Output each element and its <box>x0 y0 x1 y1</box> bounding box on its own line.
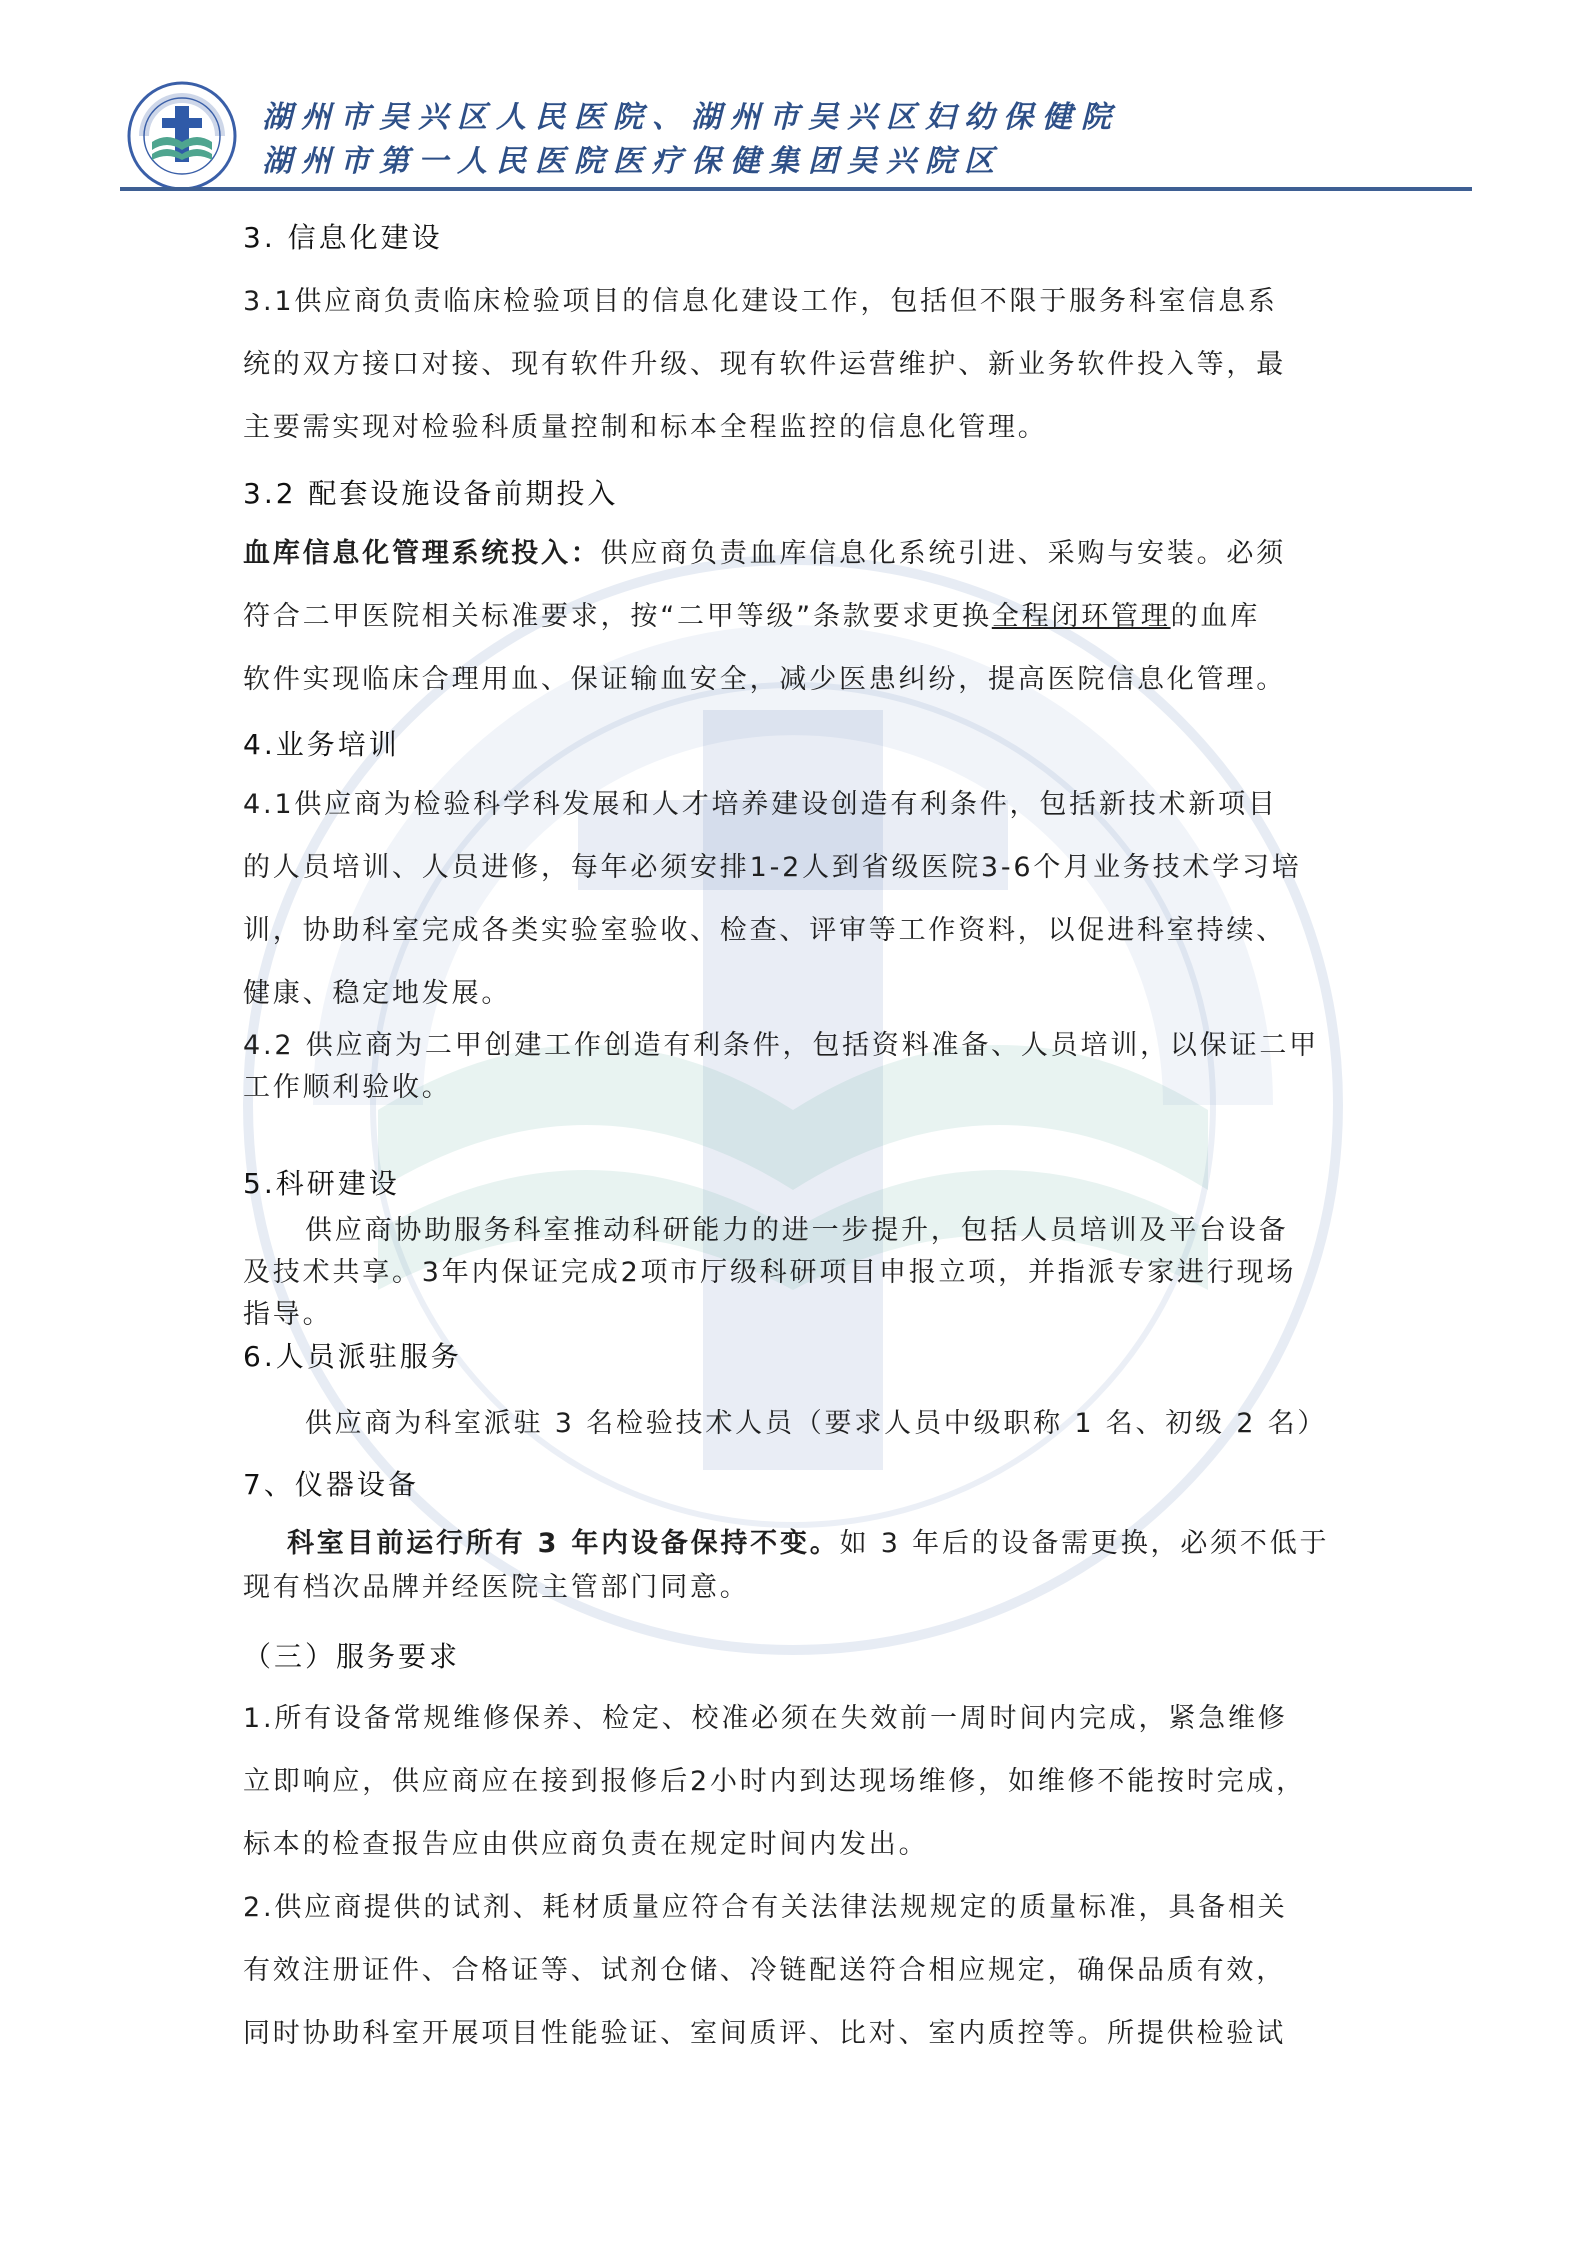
requirement-1-line2: 立即响应，供应商应在接到报修后2小时内到达现场维修，如维修不能按时完成， <box>243 1766 1306 1797</box>
paragraph-3-2-line2-a: 符合二甲医院相关标准要求，按“二甲等级”条款要求更换 <box>243 601 992 632</box>
paragraph-6-line1: 供应商为科室派驻 3 名检验技术人员（要求人员中级职称 1 名、初级 2 名） <box>305 1408 1328 1439</box>
paragraph-3-1-line1: 3.1供应商负责临床检验项目的信息化建设工作，包括但不限于服务科室信息系 <box>243 286 1278 317</box>
paragraph-7-line2: 现有档次品牌并经医院主管部门同意。 <box>243 1572 750 1603</box>
paragraph-3-2-line2-b: 的血库 <box>1170 601 1260 632</box>
paragraph-4-2-line1: 4.2 供应商为二甲创建工作创造有利条件，包括资料准备、人员培训，以保证二甲 <box>243 1030 1319 1061</box>
paragraph-4-1-line3: 训，协助科室完成各类实验室验收、检查、评审等工作资料，以促进科室持续、 <box>243 915 1286 946</box>
paragraph-3-2-lead: 血库信息化管理系统投入： <box>243 538 601 569</box>
paragraph-3-2-line1 <box>243 522 1286 585</box>
header-title-line2: 湖州市第一人民医院医疗保健集团吴兴院区 <box>262 144 1003 179</box>
paragraph-5-line3: 指导。 <box>243 1299 333 1330</box>
paragraph-4-1-line2: 的人员培训、人员进修，每年必须安排1-2人到省级医院3-6个月业务技术学习培 <box>243 852 1302 883</box>
requirement-1-line3: 标本的检查报告应由供应商负责在规定时间内发出。 <box>243 1829 929 1860</box>
hospital-logo-icon <box>126 80 238 192</box>
service-requirements-heading: （三）服务要求 <box>243 1640 461 1673</box>
paragraph-3-2-underlined: 全程闭环管理 <box>991 601 1171 632</box>
paragraph-7-bold: 科室目前运行所有 3 年内设备保持不变。 <box>287 1528 840 1559</box>
paragraph-4-1-line4: 健康、稳定地发展。 <box>243 978 512 1009</box>
paragraph-7-line1 <box>243 1523 1329 1565</box>
paragraph-7-line1-rest: 如 3 年后的设备需更换，必须不低于 <box>839 1528 1330 1559</box>
paragraph-4-2-line2: 工作顺利验收。 <box>243 1072 452 1103</box>
paragraph-5-line1: 供应商协助服务科室推动科研能力的进一步提升，包括人员培训及平台设备 <box>305 1215 1289 1246</box>
paragraph-3-2-line2 <box>243 585 1260 648</box>
section-7-heading: 7、仪器设备 <box>243 1468 419 1501</box>
header-title-line1: 湖州市吴兴区人民医院、湖州市吴兴区妇幼保健院 <box>262 100 1120 135</box>
section-5-heading: 5.科研建设 <box>243 1167 400 1200</box>
section-3-2-heading: 3.2 配套设施设备前期投入 <box>243 477 619 510</box>
requirement-1-line1: 1.所有设备常规维修保养、检定、校准必须在失效前一周时间内完成，紧急维修 <box>243 1703 1288 1734</box>
paragraph-5-line2: 及技术共享。3年内保证完成2项市厅级科研项目申报立项，并指派专家进行现场 <box>243 1257 1297 1288</box>
paragraph-3-2-line1-text: 供应商负责血库信息化系统引进、采购与安装。必须 <box>600 538 1287 569</box>
paragraph-4-1-line1: 4.1供应商为检验科学科发展和人才培养建设创造有利条件，包括新技术新项目 <box>243 789 1278 820</box>
page-header <box>0 0 1587 195</box>
section-4-heading: 4.业务培训 <box>243 728 400 761</box>
paragraph-3-1-line2: 统的双方接口对接、现有软件升级、现有软件运营维护、新业务软件投入等，最 <box>243 349 1286 380</box>
requirement-2-line1: 2.供应商提供的试剂、耗材质量应符合有关法律法规规定的质量标准，具备相关 <box>243 1892 1288 1923</box>
header-divider <box>120 187 1472 191</box>
requirement-2-line3: 同时协助科室开展项目性能验证、室间质评、比对、室内质控等。所提供检验试 <box>243 2018 1286 2049</box>
paragraph-3-2-line3: 软件实现临床合理用血、保证输血安全，减少医患纠纷，提高医院信息化管理。 <box>243 664 1286 695</box>
section-3-heading: 3. 信息化建设 <box>243 221 443 254</box>
section-6-heading: 6.人员派驻服务 <box>243 1340 462 1373</box>
paragraph-3-1-line3: 主要需实现对检验科质量控制和标本全程监控的信息化管理。 <box>243 412 1048 443</box>
requirement-2-line2: 有效注册证件、合格证等、试剂仓储、冷链配送符合相应规定，确保品质有效， <box>243 1955 1286 1986</box>
